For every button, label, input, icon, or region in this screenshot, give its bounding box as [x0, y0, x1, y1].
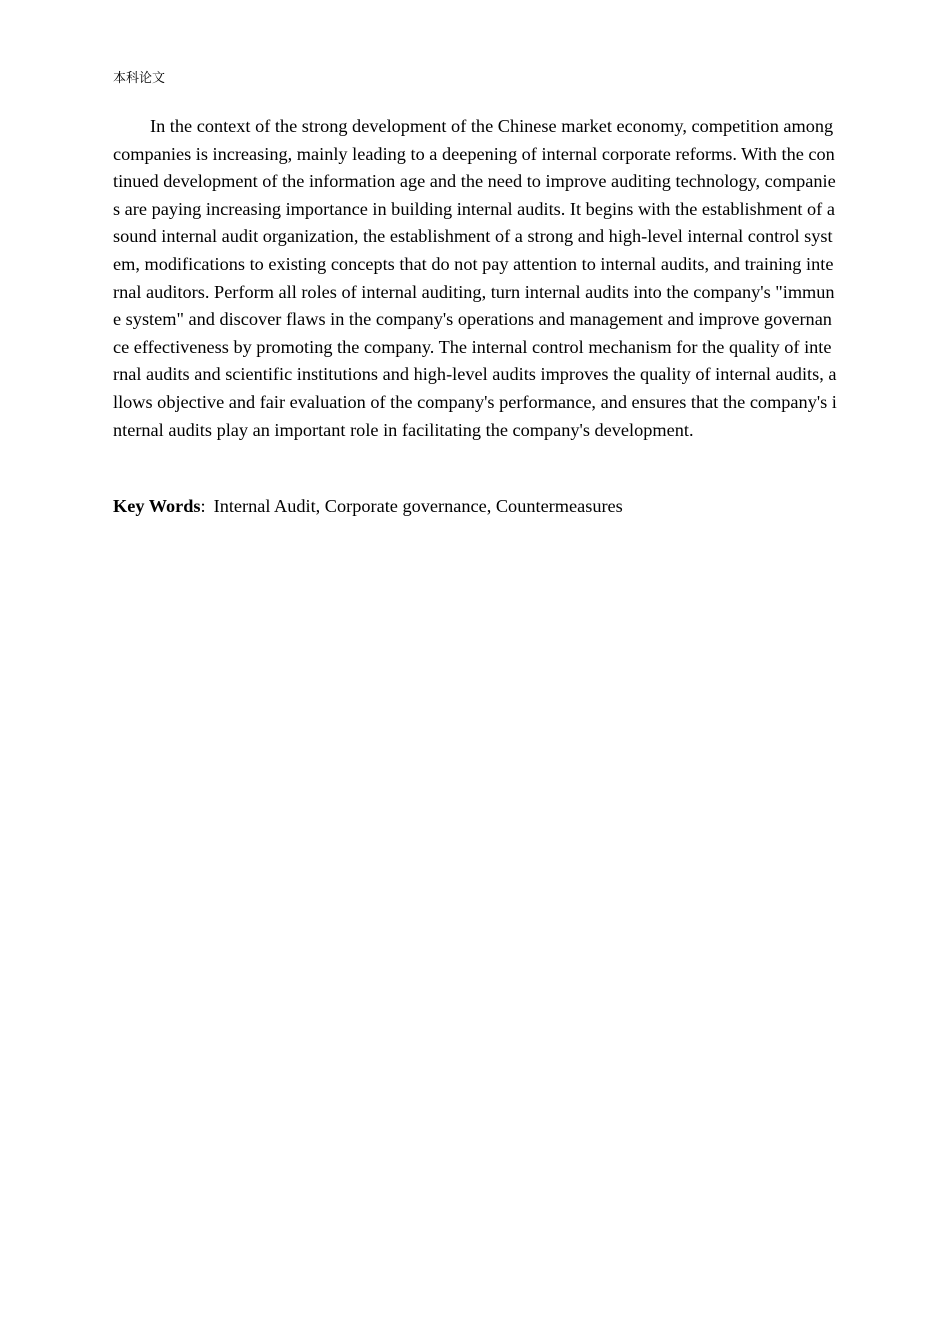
keywords-line	[113, 493, 837, 521]
keywords-separator: :	[200, 496, 206, 516]
running-header: 本科论文	[113, 71, 166, 86]
abstract-paragraph: In the context of the strong development of the Chinese market economy, competition among companies is increasing, mainly leading to a deepening of internal corporate reforms. With the continued development of the information age and the need to improve auditing technology, companies are paying increasing importance in building internal audits. It begins with the establishment of a sound internal audit organization, the establishment of a strong and high-level internal control system, modifications to existing concepts that do not pay attention to internal audits, and training internal auditors. Perform all roles of internal auditing, turn internal audits into the company's "immune system" and discover flaws in the company's operations and management and improve governance effectiveness by promoting the company. The internal control mechanism for the quality of internal audits and scientific institutions and high-level audits improves the quality of internal audits, allows objective and fair evaluation of the company's performance, and ensures that the company's internal audits play an important role in facilitating the company's development.	[113, 116, 837, 440]
keywords-label: Key Words	[113, 496, 201, 516]
keywords-terms: Internal Audit, Corporate governance, Countermeasures	[213, 496, 623, 516]
